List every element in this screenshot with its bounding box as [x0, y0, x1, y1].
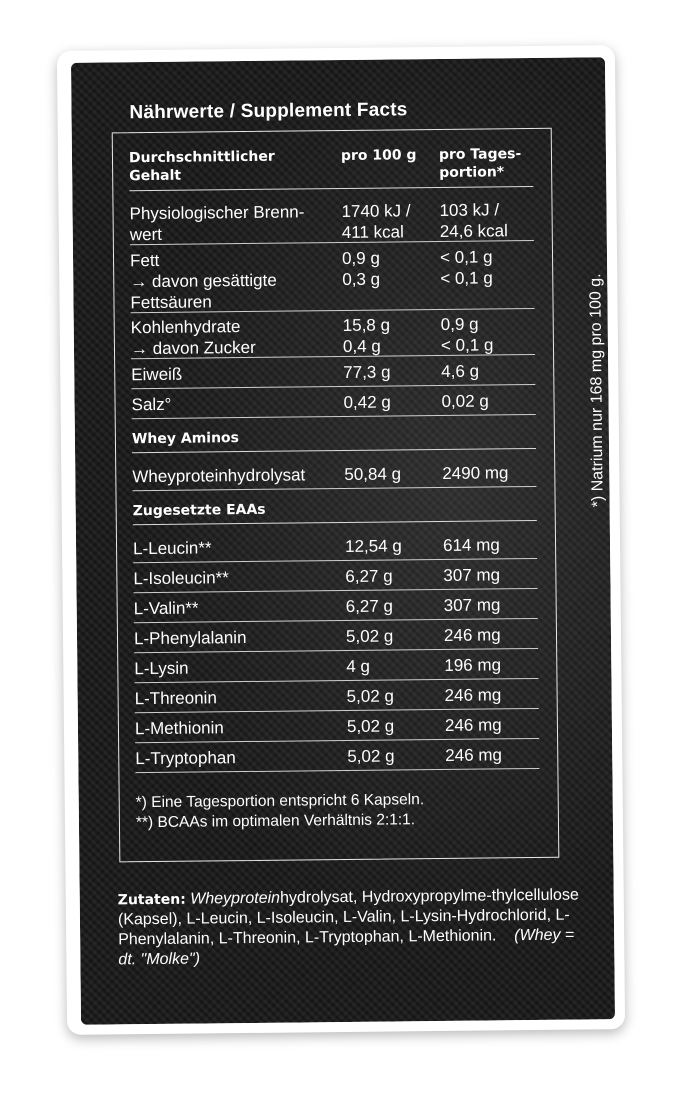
table-row-fat: Fett → davon gesättigte Fettsäuren 0,9 g 0,3 g < 0,1 g < 0,1 g	[130, 241, 535, 313]
supplement-label	[71, 57, 615, 1025]
table-row: L-Leucin** 12,54 g 614 mg	[133, 529, 537, 563]
section-whey-aminos: Whey Aminos	[132, 415, 536, 453]
header-col1: Durchschnittlicher Gehalt	[128, 148, 275, 185]
table-row: L-Threonin 5,02 g 246 mg	[134, 679, 538, 713]
table-row-protein: Eiweiß 77,3 g 4,6 g	[131, 355, 535, 389]
ingredients-text: hydrolysat, Hydroxypropylme-thylcellulose (Kapsel), L-Leucin, L-Isoleucin, L-Valin, L-Lysin-Hydrochlorid, L-Phenylalanin, L-Threonin, L-Tryptophan, L-Methionin.	[117, 886, 579, 949]
table-row: L-Valin** 6,27 g 307 mg	[134, 589, 538, 623]
table-row: L-Phenylalanin 5,02 g 246 mg	[134, 619, 538, 653]
whey-translation-note: (Whey = dt. "Molke")	[118, 926, 575, 969]
ingredients-label: Zutaten:	[117, 891, 186, 909]
table-row: Wheyproteinhydrolysat 50,84 g 2490 mg	[132, 457, 536, 491]
table-row: L-Methionin 5,02 g 246 mg	[135, 709, 539, 743]
table-row-energy: Physiologischer Brenn- wert 1740 kJ / 411 kcal 103 kJ / 24,6 kcal	[129, 195, 533, 245]
footnote-portion: *) Eine Tagesportion entspricht 6 Kapseln.	[135, 791, 425, 812]
ingredients-lead: Wheyprotein	[190, 889, 281, 908]
section-added-eaas: Zugesetzte EAAs	[132, 487, 536, 525]
facts-grid	[129, 145, 540, 773]
table-row: L-Lysin 4 g 196 mg	[134, 649, 538, 683]
header-col3: pro Tages- portion*	[438, 146, 522, 181]
footnote-bcaa: **) BCAAs im optimalen Verhältnis 2:1:1.	[135, 811, 416, 832]
table-row-carbs: Kohlenhydrate → davon Zucker 15,8 g 0,4 g 0,9 g < 0,1 g	[131, 309, 535, 359]
page-title: Nährwerte / Supplement Facts	[129, 99, 408, 124]
table-header	[129, 145, 533, 191]
footnotes	[136, 789, 540, 833]
ingredients	[118, 885, 589, 970]
table-row: L-Tryptophan 5,02 g 246 mg	[135, 739, 539, 773]
sodium-side-note: *) Natrium nur 168 mg pro 100 g.	[587, 273, 607, 508]
table-row: L-Isoleucin** 6,27 g 307 mg	[133, 559, 537, 593]
table-row-salt: Salz° 0,42 g 0,02 g	[131, 385, 535, 419]
facts-table	[112, 128, 560, 863]
header-col2: pro 100 g	[340, 147, 417, 164]
